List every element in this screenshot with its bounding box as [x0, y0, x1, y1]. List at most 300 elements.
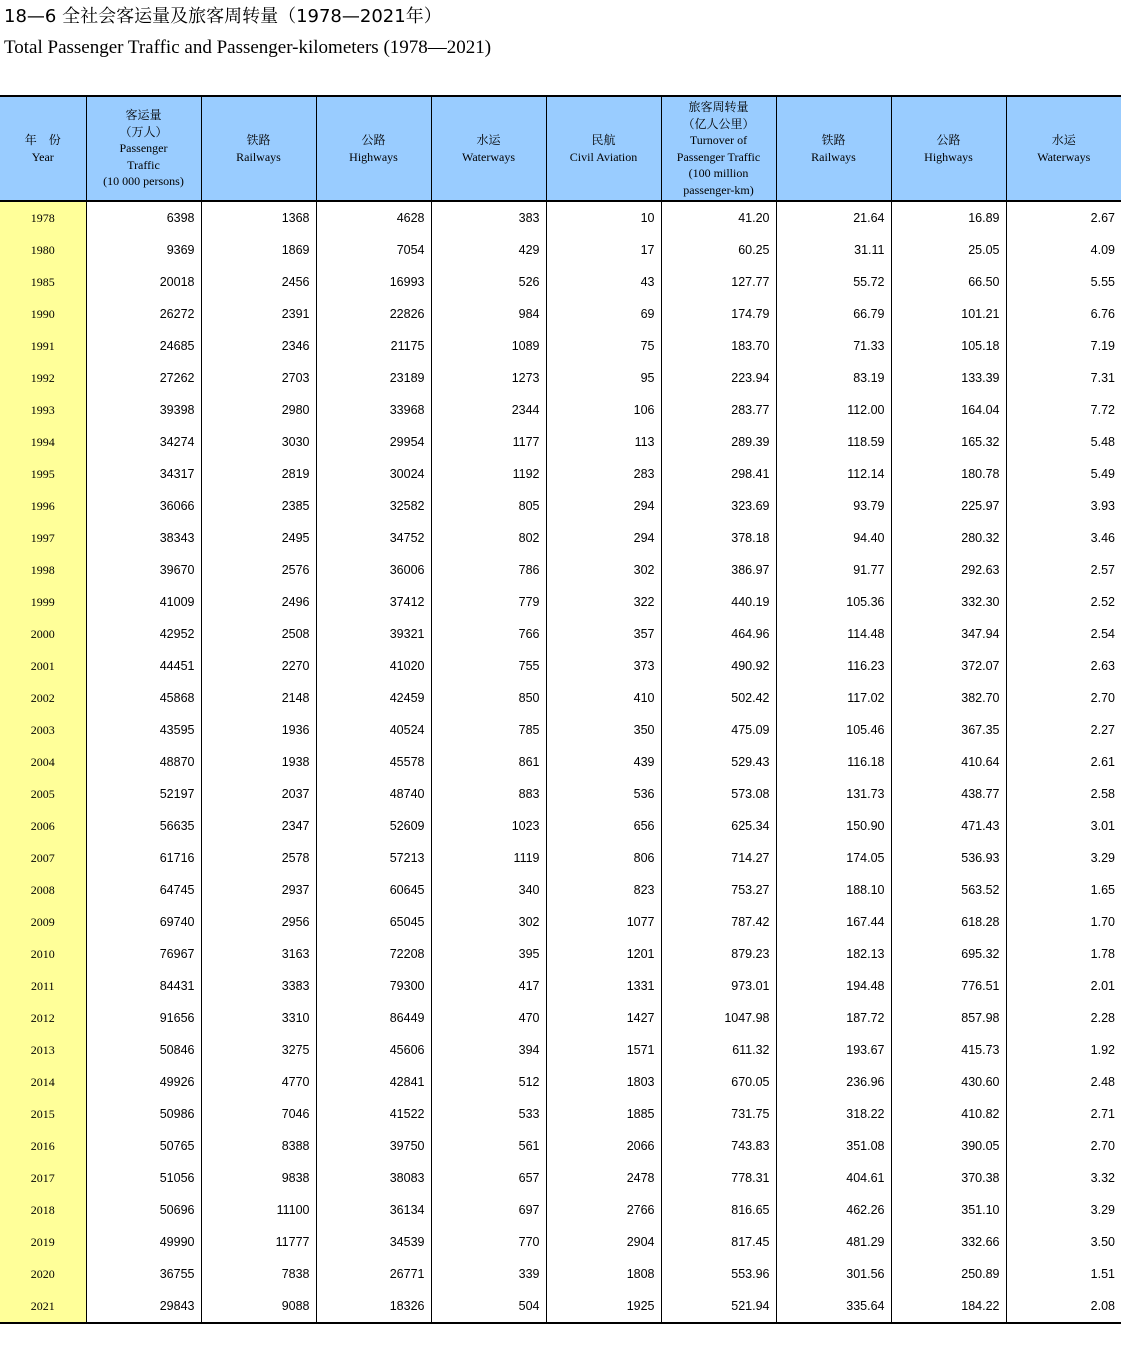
value-cell: 3163 — [201, 938, 316, 970]
value-cell: 714.27 — [661, 842, 776, 874]
value-cell: 490.92 — [661, 650, 776, 682]
table-row — [0, 970, 1121, 1002]
value-cell: 561 — [431, 1130, 546, 1162]
column-header-chinese: 公路 — [936, 133, 961, 147]
value-cell: 3030 — [201, 426, 316, 458]
year-cell: 2017 — [0, 1162, 86, 1194]
value-cell: 1885 — [546, 1098, 661, 1130]
value-cell: 17 — [546, 234, 661, 266]
value-cell: 3.93 — [1006, 490, 1121, 522]
value-cell: 4628 — [316, 201, 431, 234]
value-cell: 42952 — [86, 618, 201, 650]
value-cell: 973.01 — [661, 970, 776, 1002]
year-cell: 2002 — [0, 682, 86, 714]
value-cell: 56635 — [86, 810, 201, 842]
table-row — [0, 1130, 1121, 1162]
value-cell: 770 — [431, 1226, 546, 1258]
column-header-8 — [891, 96, 1006, 201]
value-cell: 164.04 — [891, 394, 1006, 426]
value-cell: 45578 — [316, 746, 431, 778]
value-cell: 194.48 — [776, 970, 891, 1002]
value-cell: 332.30 — [891, 586, 1006, 618]
value-cell: 755 — [431, 650, 546, 682]
value-cell: 2.08 — [1006, 1290, 1121, 1323]
value-cell: 367.35 — [891, 714, 1006, 746]
value-cell: 61716 — [86, 842, 201, 874]
table-row — [0, 266, 1121, 298]
table-row — [0, 201, 1121, 234]
value-cell: 464.96 — [661, 618, 776, 650]
value-cell: 55.72 — [776, 266, 891, 298]
column-header-chinese: 民航 — [591, 133, 616, 147]
value-cell: 2.63 — [1006, 650, 1121, 682]
column-header-7 — [776, 96, 891, 201]
value-cell: 280.32 — [891, 522, 1006, 554]
value-cell: 76967 — [86, 938, 201, 970]
value-cell: 670.05 — [661, 1066, 776, 1098]
value-cell: 45606 — [316, 1034, 431, 1066]
table-row — [0, 682, 1121, 714]
value-cell: 879.23 — [661, 938, 776, 970]
table-row — [0, 874, 1121, 906]
value-cell: 618.28 — [891, 906, 1006, 938]
value-cell: 72208 — [316, 938, 431, 970]
year-cell: 2007 — [0, 842, 86, 874]
value-cell: 3.01 — [1006, 810, 1121, 842]
value-cell: 2.57 — [1006, 554, 1121, 586]
value-cell: 2496 — [201, 586, 316, 618]
value-cell: 3383 — [201, 970, 316, 1002]
value-cell: 29843 — [86, 1290, 201, 1323]
column-header-2 — [201, 96, 316, 201]
value-cell: 806 — [546, 842, 661, 874]
value-cell: 743.83 — [661, 1130, 776, 1162]
value-cell: 1201 — [546, 938, 661, 970]
value-cell: 38083 — [316, 1162, 431, 1194]
value-cell: 785 — [431, 714, 546, 746]
table-row — [0, 1034, 1121, 1066]
value-cell: 57213 — [316, 842, 431, 874]
value-cell: 1571 — [546, 1034, 661, 1066]
value-cell: 37412 — [316, 586, 431, 618]
value-cell: 183.70 — [661, 330, 776, 362]
year-cell: 1996 — [0, 490, 86, 522]
table-row — [0, 842, 1121, 874]
value-cell: 3.50 — [1006, 1226, 1121, 1258]
value-cell: 370.38 — [891, 1162, 1006, 1194]
value-cell: 52197 — [86, 778, 201, 810]
value-cell: 31.11 — [776, 234, 891, 266]
table-row — [0, 714, 1121, 746]
value-cell: 731.75 — [661, 1098, 776, 1130]
value-cell: 165.32 — [891, 426, 1006, 458]
value-cell: 116.18 — [776, 746, 891, 778]
value-cell: 112.00 — [776, 394, 891, 426]
table-row — [0, 778, 1121, 810]
value-cell: 95 — [546, 362, 661, 394]
value-cell: 471.43 — [891, 810, 1006, 842]
value-cell: 84431 — [86, 970, 201, 1002]
year-cell: 2020 — [0, 1258, 86, 1290]
value-cell: 94.40 — [776, 522, 891, 554]
year-cell: 2004 — [0, 746, 86, 778]
year-cell: 2014 — [0, 1066, 86, 1098]
value-cell: 150.90 — [776, 810, 891, 842]
value-cell: 481.29 — [776, 1226, 891, 1258]
value-cell: 26771 — [316, 1258, 431, 1290]
value-cell: 69 — [546, 298, 661, 330]
value-cell: 86449 — [316, 1002, 431, 1034]
value-cell: 9369 — [86, 234, 201, 266]
year-cell: 2016 — [0, 1130, 86, 1162]
value-cell: 48740 — [316, 778, 431, 810]
value-cell: 2.70 — [1006, 682, 1121, 714]
column-header-5 — [546, 96, 661, 201]
value-cell: 394 — [431, 1034, 546, 1066]
value-cell: 1047.98 — [661, 1002, 776, 1034]
value-cell: 395 — [431, 938, 546, 970]
value-cell: 322 — [546, 586, 661, 618]
value-cell: 283.77 — [661, 394, 776, 426]
table-row — [0, 1002, 1121, 1034]
value-cell: 301.56 — [776, 1258, 891, 1290]
value-cell: 91.77 — [776, 554, 891, 586]
value-cell: 45868 — [86, 682, 201, 714]
table-row — [0, 746, 1121, 778]
value-cell: 823 — [546, 874, 661, 906]
value-cell: 41009 — [86, 586, 201, 618]
year-cell: 2021 — [0, 1290, 86, 1323]
column-header-4 — [431, 96, 546, 201]
value-cell: 11777 — [201, 1226, 316, 1258]
value-cell: 3.29 — [1006, 1194, 1121, 1226]
value-cell: 6398 — [86, 201, 201, 234]
value-cell: 34539 — [316, 1226, 431, 1258]
table-row — [0, 554, 1121, 586]
value-cell: 3.29 — [1006, 842, 1121, 874]
value-cell: 778.31 — [661, 1162, 776, 1194]
value-cell: 2347 — [201, 810, 316, 842]
value-cell: 2385 — [201, 490, 316, 522]
value-cell: 2.48 — [1006, 1066, 1121, 1098]
value-cell: 101.21 — [891, 298, 1006, 330]
value-cell: 611.32 — [661, 1034, 776, 1066]
value-cell: 1.65 — [1006, 874, 1121, 906]
value-cell: 36755 — [86, 1258, 201, 1290]
value-cell: 39398 — [86, 394, 201, 426]
value-cell: 850 — [431, 682, 546, 714]
value-cell: 2.58 — [1006, 778, 1121, 810]
table-row — [0, 1194, 1121, 1226]
value-cell: 2578 — [201, 842, 316, 874]
value-cell: 415.73 — [891, 1034, 1006, 1066]
value-cell: 536.93 — [891, 842, 1006, 874]
year-cell: 2015 — [0, 1098, 86, 1130]
table-row — [0, 1098, 1121, 1130]
year-cell: 1991 — [0, 330, 86, 362]
value-cell: 50846 — [86, 1034, 201, 1066]
value-cell: 79300 — [316, 970, 431, 1002]
value-cell: 625.34 — [661, 810, 776, 842]
value-cell: 438.77 — [891, 778, 1006, 810]
table-row — [0, 1258, 1121, 1290]
value-cell: 27262 — [86, 362, 201, 394]
year-cell: 2018 — [0, 1194, 86, 1226]
table-row — [0, 490, 1121, 522]
value-cell: 118.59 — [776, 426, 891, 458]
value-cell: 861 — [431, 746, 546, 778]
value-cell: 7838 — [201, 1258, 316, 1290]
column-header-english: Traffic — [127, 157, 160, 172]
value-cell: 533 — [431, 1098, 546, 1130]
column-header-chinese: 水运 — [476, 133, 501, 147]
value-cell: 30024 — [316, 458, 431, 490]
value-cell: 188.10 — [776, 874, 891, 906]
year-cell: 1993 — [0, 394, 86, 426]
value-cell: 697 — [431, 1194, 546, 1226]
year-cell: 1999 — [0, 586, 86, 618]
value-cell: 410 — [546, 682, 661, 714]
column-header-chinese: 公路 — [361, 133, 386, 147]
value-cell: 302 — [431, 906, 546, 938]
year-cell: 1980 — [0, 234, 86, 266]
value-cell: 802 — [431, 522, 546, 554]
year-cell: 2011 — [0, 970, 86, 1002]
value-cell: 6.76 — [1006, 298, 1121, 330]
value-cell: 66.79 — [776, 298, 891, 330]
value-cell: 48870 — [86, 746, 201, 778]
value-cell: 657 — [431, 1162, 546, 1194]
value-cell: 1.78 — [1006, 938, 1121, 970]
value-cell: 105.36 — [776, 586, 891, 618]
year-cell: 2006 — [0, 810, 86, 842]
column-header-english: Railways — [236, 149, 281, 164]
value-cell: 40524 — [316, 714, 431, 746]
value-cell: 36134 — [316, 1194, 431, 1226]
value-cell: 60.25 — [661, 234, 776, 266]
value-cell: 5.55 — [1006, 266, 1121, 298]
value-cell: 7.19 — [1006, 330, 1121, 362]
value-cell: 50986 — [86, 1098, 201, 1130]
value-cell: 43 — [546, 266, 661, 298]
value-cell: 404.61 — [776, 1162, 891, 1194]
value-cell: 373 — [546, 650, 661, 682]
value-cell: 318.22 — [776, 1098, 891, 1130]
value-cell: 5.49 — [1006, 458, 1121, 490]
value-cell: 350 — [546, 714, 661, 746]
value-cell: 439 — [546, 746, 661, 778]
value-cell: 339 — [431, 1258, 546, 1290]
value-cell: 36006 — [316, 554, 431, 586]
value-cell: 1427 — [546, 1002, 661, 1034]
value-cell: 127.77 — [661, 266, 776, 298]
value-cell: 2391 — [201, 298, 316, 330]
value-cell: 1808 — [546, 1258, 661, 1290]
value-cell: 2.67 — [1006, 201, 1121, 234]
value-cell: 16.89 — [891, 201, 1006, 234]
value-cell: 2819 — [201, 458, 316, 490]
year-cell: 1990 — [0, 298, 86, 330]
value-cell: 787.42 — [661, 906, 776, 938]
value-cell: 1.92 — [1006, 1034, 1121, 1066]
value-cell: 42841 — [316, 1066, 431, 1098]
value-cell: 113 — [546, 426, 661, 458]
value-cell: 695.32 — [891, 938, 1006, 970]
value-cell: 34752 — [316, 522, 431, 554]
value-cell: 8388 — [201, 1130, 316, 1162]
value-cell: 351.10 — [891, 1194, 1006, 1226]
value-cell: 1803 — [546, 1066, 661, 1098]
table-row — [0, 586, 1121, 618]
value-cell: 347.94 — [891, 618, 1006, 650]
value-cell: 21175 — [316, 330, 431, 362]
value-cell: 174.79 — [661, 298, 776, 330]
value-cell: 351.08 — [776, 1130, 891, 1162]
table-row — [0, 298, 1121, 330]
value-cell: 39321 — [316, 618, 431, 650]
value-cell: 410.64 — [891, 746, 1006, 778]
value-cell: 2703 — [201, 362, 316, 394]
value-cell: 7046 — [201, 1098, 316, 1130]
value-cell: 883 — [431, 778, 546, 810]
value-cell: 2037 — [201, 778, 316, 810]
value-cell: 504 — [431, 1290, 546, 1323]
value-cell: 2980 — [201, 394, 316, 426]
value-cell: 378.18 — [661, 522, 776, 554]
value-cell: 36066 — [86, 490, 201, 522]
column-header-3 — [316, 96, 431, 201]
column-header-chinese: 铁路 — [821, 133, 846, 147]
table-row — [0, 650, 1121, 682]
value-cell: 2956 — [201, 906, 316, 938]
year-cell: 2001 — [0, 650, 86, 682]
column-header-chinese: （万人） — [119, 124, 168, 139]
column-header-english: passenger-km) — [683, 182, 754, 197]
value-cell: 23189 — [316, 362, 431, 394]
value-cell: 7.72 — [1006, 394, 1121, 426]
value-cell: 390.05 — [891, 1130, 1006, 1162]
value-cell: 323.69 — [661, 490, 776, 522]
value-cell: 39750 — [316, 1130, 431, 1162]
year-cell: 1998 — [0, 554, 86, 586]
table-row — [0, 394, 1121, 426]
value-cell: 1331 — [546, 970, 661, 1002]
value-cell: 1077 — [546, 906, 661, 938]
value-cell: 753.27 — [661, 874, 776, 906]
value-cell: 2.28 — [1006, 1002, 1121, 1034]
value-cell: 332.66 — [891, 1226, 1006, 1258]
year-cell: 1985 — [0, 266, 86, 298]
value-cell: 105.18 — [891, 330, 1006, 362]
page-title-chinese: 18—6 全社会客运量及旅客周转量（1978—2021年） — [4, 6, 442, 27]
value-cell: 440.19 — [661, 586, 776, 618]
value-cell: 1119 — [431, 842, 546, 874]
value-cell: 805 — [431, 490, 546, 522]
value-cell: 1.70 — [1006, 906, 1121, 938]
value-cell: 502.42 — [661, 682, 776, 714]
value-cell: 34317 — [86, 458, 201, 490]
value-cell: 39670 — [86, 554, 201, 586]
value-cell: 816.65 — [661, 1194, 776, 1226]
value-cell: 2066 — [546, 1130, 661, 1162]
value-cell: 475.09 — [661, 714, 776, 746]
value-cell: 187.72 — [776, 1002, 891, 1034]
column-header-chinese: 铁路 — [246, 133, 271, 147]
value-cell: 292.63 — [891, 554, 1006, 586]
value-cell: 1936 — [201, 714, 316, 746]
value-cell: 817.45 — [661, 1226, 776, 1258]
value-cell: 50696 — [86, 1194, 201, 1226]
value-cell: 11100 — [201, 1194, 316, 1226]
value-cell: 250.89 — [891, 1258, 1006, 1290]
value-cell: 2.70 — [1006, 1130, 1121, 1162]
table-row — [0, 330, 1121, 362]
value-cell: 529.43 — [661, 746, 776, 778]
value-cell: 52609 — [316, 810, 431, 842]
value-cell: 184.22 — [891, 1290, 1006, 1323]
value-cell: 2.01 — [1006, 970, 1121, 1002]
value-cell: 1925 — [546, 1290, 661, 1323]
value-cell: 225.97 — [891, 490, 1006, 522]
value-cell: 2576 — [201, 554, 316, 586]
column-header-english: Passenger Traffic — [676, 149, 761, 164]
value-cell: 283 — [546, 458, 661, 490]
value-cell: 10 — [546, 201, 661, 234]
value-cell: 236.96 — [776, 1066, 891, 1098]
column-header-1 — [86, 96, 201, 201]
value-cell: 65045 — [316, 906, 431, 938]
year-cell: 1978 — [0, 201, 86, 234]
column-header-english: Highways — [349, 149, 398, 164]
table-row — [0, 234, 1121, 266]
value-cell: 25.05 — [891, 234, 1006, 266]
value-cell: 294 — [546, 522, 661, 554]
value-cell: 38343 — [86, 522, 201, 554]
value-cell: 429 — [431, 234, 546, 266]
value-cell: 2508 — [201, 618, 316, 650]
value-cell: 289.39 — [661, 426, 776, 458]
value-cell: 133.39 — [891, 362, 1006, 394]
passenger-traffic-table — [0, 95, 1121, 1324]
value-cell: 193.67 — [776, 1034, 891, 1066]
year-cell: 2010 — [0, 938, 86, 970]
value-cell: 75 — [546, 330, 661, 362]
header-row — [0, 96, 1121, 201]
value-cell: 5.48 — [1006, 426, 1121, 458]
value-cell: 2495 — [201, 522, 316, 554]
value-cell: 2766 — [546, 1194, 661, 1226]
value-cell: 1938 — [201, 746, 316, 778]
value-cell: 521.94 — [661, 1290, 776, 1323]
value-cell: 3.32 — [1006, 1162, 1121, 1194]
value-cell: 182.13 — [776, 938, 891, 970]
value-cell: 83.19 — [776, 362, 891, 394]
value-cell: 51056 — [86, 1162, 201, 1194]
table-header — [0, 96, 1121, 201]
value-cell: 1177 — [431, 426, 546, 458]
value-cell: 563.52 — [891, 874, 1006, 906]
value-cell: 3275 — [201, 1034, 316, 1066]
value-cell: 41020 — [316, 650, 431, 682]
value-cell: 116.23 — [776, 650, 891, 682]
value-cell: 117.02 — [776, 682, 891, 714]
column-header-english: Highways — [924, 149, 973, 164]
value-cell: 776.51 — [891, 970, 1006, 1002]
value-cell: 2904 — [546, 1226, 661, 1258]
value-cell: 174.05 — [776, 842, 891, 874]
page-title-english: Total Passenger Traffic and Passenger-kilometers (1978—2021) — [4, 37, 492, 58]
value-cell: 1273 — [431, 362, 546, 394]
